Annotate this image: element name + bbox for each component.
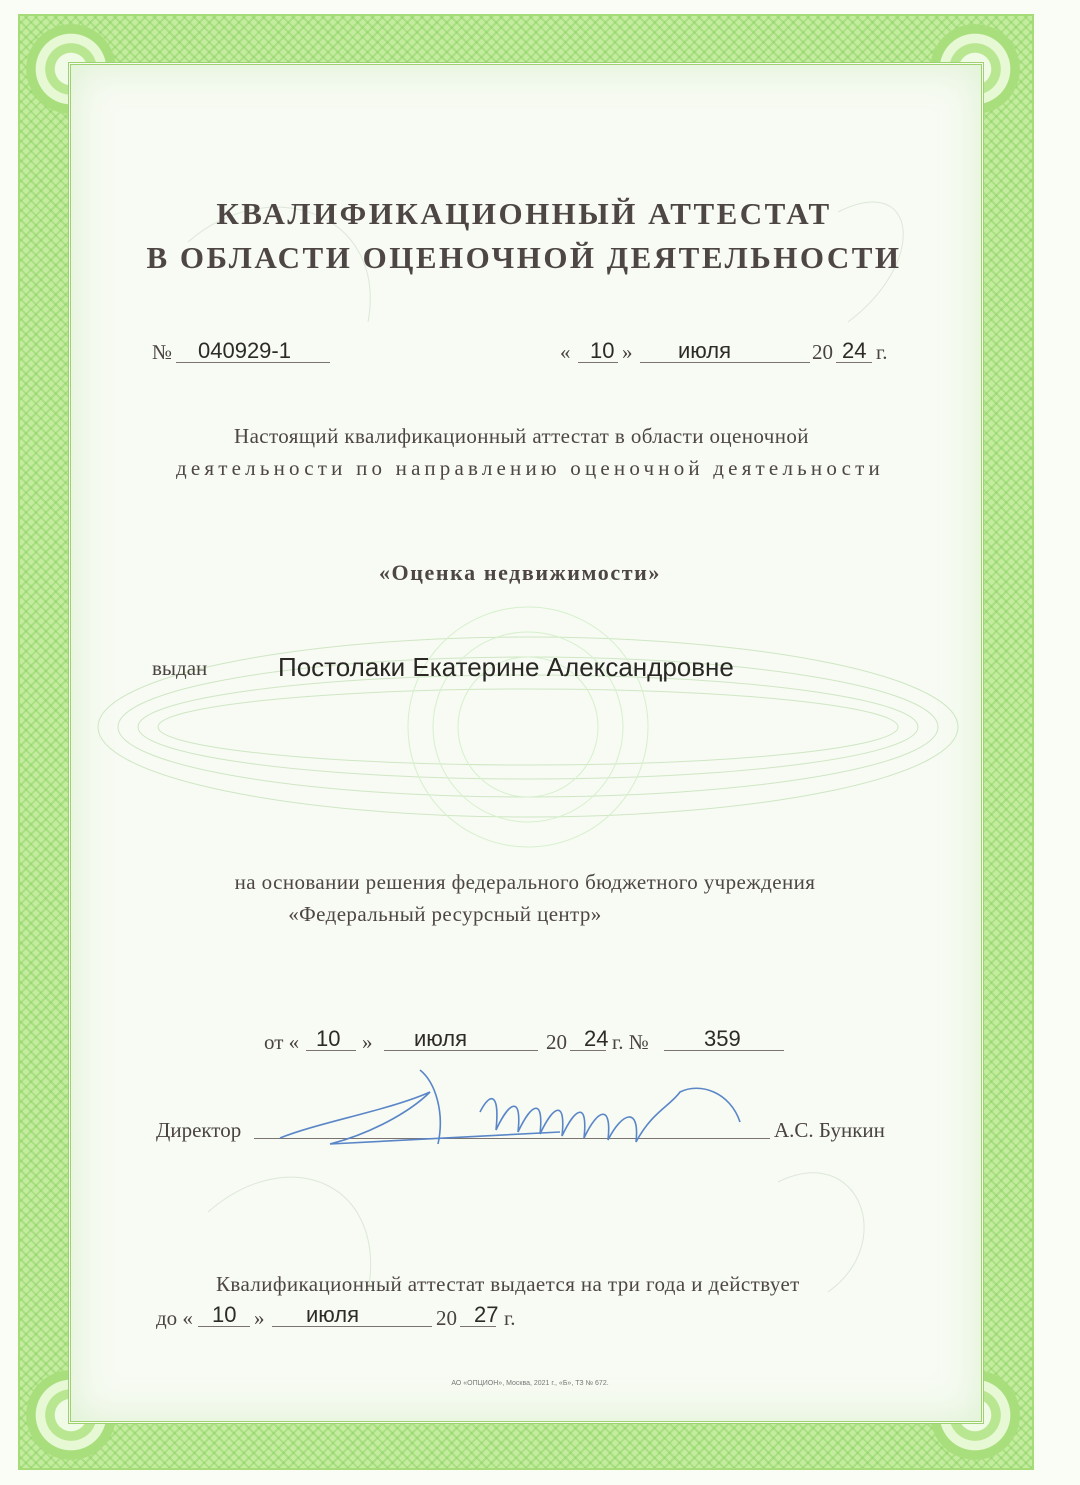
director-name: А.С. Бункин — [774, 1118, 885, 1142]
holder-name: Постолаки Екатерине Александровне — [278, 652, 734, 682]
director-signature — [260, 1052, 780, 1162]
from-label: от « — [264, 1030, 300, 1054]
until-label: до « — [156, 1306, 193, 1330]
open-quote: « — [560, 340, 571, 364]
decision-day: 10 — [316, 1026, 341, 1051]
close-quote: » — [254, 1306, 265, 1330]
year-unit: г. — [504, 1306, 516, 1330]
year-unit: г. — [876, 340, 888, 364]
intro-line-1: Настоящий квалификационный аттестат в области оценочной — [234, 424, 809, 448]
issued-label: выдан — [152, 656, 208, 680]
year-prefix: 20 — [436, 1306, 457, 1330]
validity-line: Квалификационный аттестат выдается на три года и действует — [216, 1272, 800, 1296]
basis-line-2: «Федеральный ресурсный центр» — [288, 902, 602, 926]
year-prefix: 20 — [812, 340, 833, 364]
close-quote: » — [622, 340, 633, 364]
intro-line-2: деятельности по направлению оценочной деятельности — [176, 456, 884, 480]
director-label: Директор — [156, 1118, 242, 1142]
issue-day: 10 — [590, 338, 615, 363]
direction-title: «Оценка недвижимости» — [378, 560, 662, 585]
year-prefix: 20 — [546, 1030, 567, 1054]
print-info: АО «ОПЦИОН», Москва, 2021 г., «Б», ТЗ № 672. — [451, 1380, 609, 1387]
decision-month: июля — [414, 1026, 468, 1051]
issue-month: июля — [678, 338, 732, 363]
close-quote: » — [362, 1030, 373, 1054]
title-line-1: КВАЛИФИКАЦИОННЫЙ АТТЕСТАТ — [216, 196, 832, 231]
issue-year: 24 — [842, 338, 867, 363]
until-month: июля — [306, 1302, 360, 1327]
decision-number-label: г. № — [612, 1030, 649, 1054]
number-label: № — [152, 340, 173, 364]
decision-year: 24 — [584, 1026, 609, 1051]
certificate-number: 040929-1 — [198, 338, 291, 363]
until-day: 10 — [212, 1302, 237, 1327]
title-line-2: В ОБЛАСТИ ОЦЕНОЧНОЙ ДЕЯТЕЛЬНОСТИ — [146, 240, 902, 275]
until-year: 27 — [474, 1302, 499, 1327]
decision-number: 359 — [704, 1026, 741, 1051]
basis-line-1: на основании решения федерального бюджетного учреждения — [234, 870, 816, 894]
